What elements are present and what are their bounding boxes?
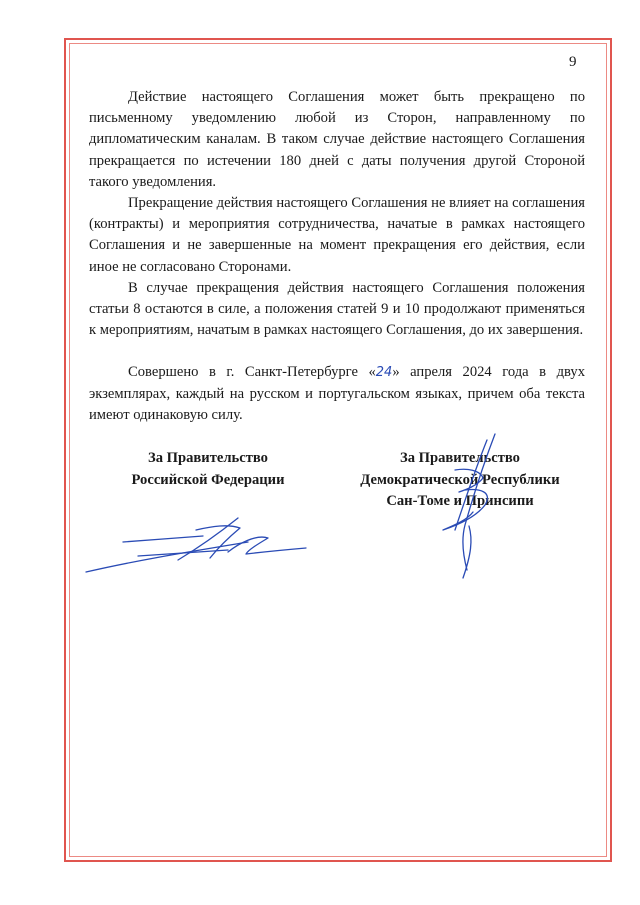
paragraph-articles: В случае прекращения действия настоящего Соглашения положения статьи 8 остаются в силе, а положения статей 9 и 10 продолжают применяться к мероприятиям, начатым в рамках настоящего Соглашения, до их завершения.	[89, 279, 585, 339]
closing-before-date: Совершено в г. Санкт-Петербурге «	[128, 364, 376, 381]
paragraph-termination: Действие настоящего Соглашения может быть прекращено по письменному уведомлению любой из Сторон, направленному по дипломатическим каналам. В таком случае действие настоящего Соглашения прекращается по истечении 180 дней с даты получения другой Стороной такого уведомления.	[89, 89, 585, 190]
paragraph-closing	[89, 362, 585, 426]
signature-right-image	[425, 430, 515, 580]
handwritten-day: 24	[375, 365, 393, 381]
document-body	[89, 87, 585, 426]
signatory-russia-line1: За Правительство	[148, 450, 268, 466]
signatory-sao-tome-line1: За Правительство	[400, 450, 520, 466]
closing-after-date: » апреля 2024 года в двух экземплярах, каждый на русском и португальском языках, причем оба текста имеют одинаковую силу.	[89, 364, 586, 423]
signature-left-image	[78, 512, 313, 577]
paragraph-effect: Прекращение действия настоящего Соглашения не влияет на соглашения (контракты) и мероприятия сотрудничества, начатые в рамках настоящего Соглашения и не завершенные на момент прекращения его действия, если иное не согласовано Сторонами.	[89, 195, 585, 275]
page-number: 9	[569, 54, 577, 70]
signatory-sao-tome-line2: Демократической Республики	[360, 471, 560, 488]
signatory-sao-tome-line3: Сан-Томе и Принсипи	[386, 493, 534, 509]
signatory-russia-line2: Российской Федерации	[131, 471, 285, 488]
signatory-russia	[108, 448, 308, 491]
